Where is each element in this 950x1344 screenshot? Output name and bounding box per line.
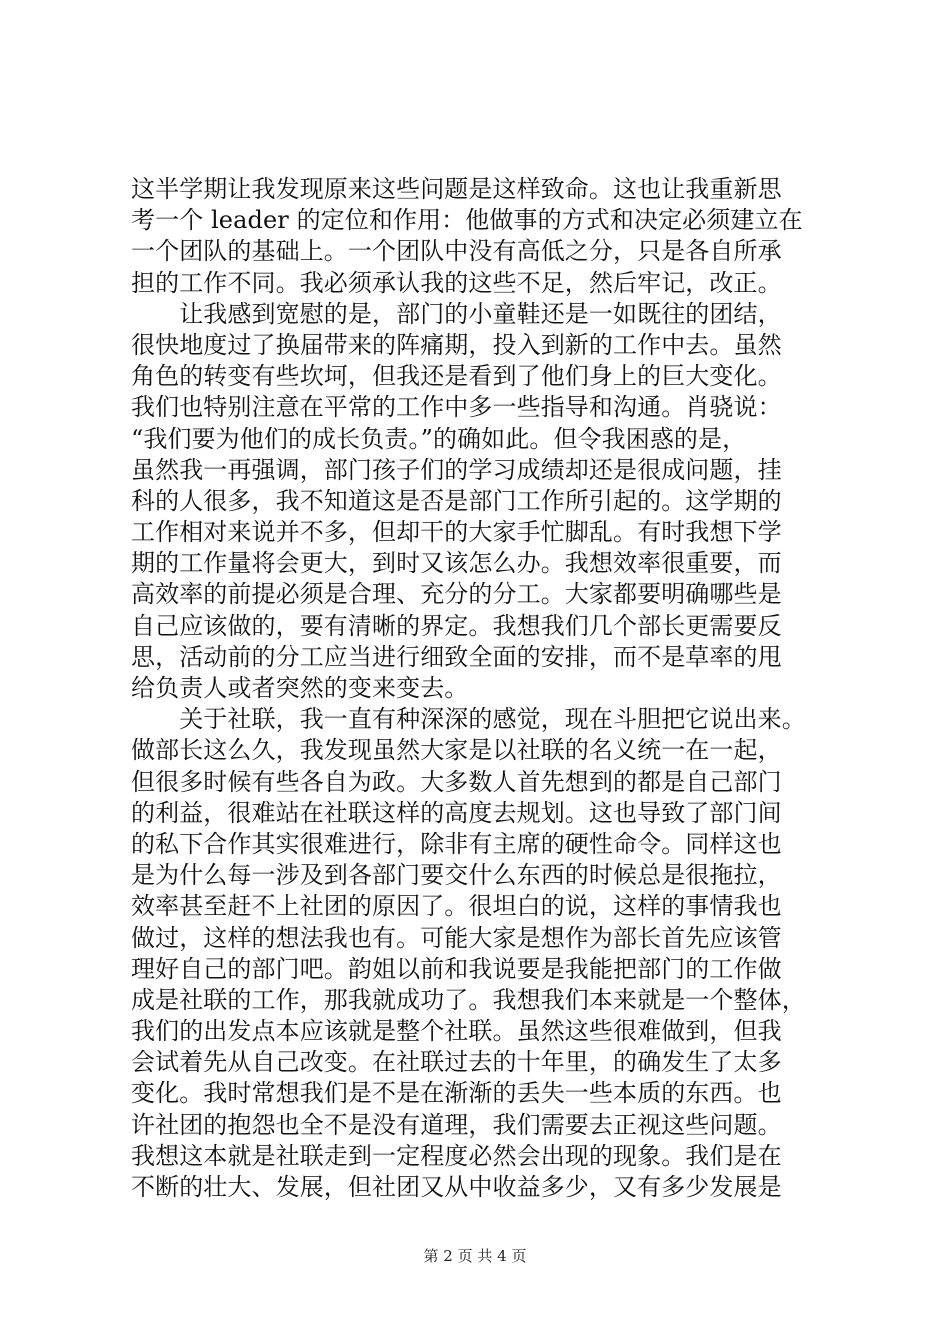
- page-footer: 第 2 页 共 4 页: [423, 1247, 527, 1265]
- text-line: 我想这本就是社联走到一定程度必然会出现的现象。我们是在: [131, 1141, 782, 1170]
- text-line: 做过，这样的想法我也有。可能大家是想作为部长首先应该管: [131, 923, 782, 952]
- body-text: [131, 174, 831, 1203]
- text-line: 自己应该做的，要有清晰的界定。我想我们几个部长更需要反: [131, 611, 782, 640]
- text-line: 担的工作不同。我必须承认我的这些不足，然后牢记，改正。: [131, 268, 782, 297]
- text-line: 工作相对来说并不多，但却干的大家手忙脚乱。有时我想下学: [131, 518, 782, 547]
- text-line: 是为什么每一涉及到各部门要交什么东西的时候总是很拖拉，: [131, 861, 782, 890]
- text-line: 给负责人或者突然的变来变去。: [131, 674, 469, 702]
- text-line: 虽然我一再强调，部门孩子们的学习成绩却还是很成问题，挂: [131, 455, 782, 484]
- text-line: 会试着先从自己改变。在社联过去的十年里，的确发生了太多: [131, 1048, 782, 1077]
- text-line: 关于社联，我一直有种深深的感觉，现在斗胆把它说出来。: [131, 705, 806, 734]
- text-line: 高效率的前提必须是合理、充分的分工。大家都要明确哪些是: [131, 580, 782, 609]
- text-line: 理好自己的部门吧。韵姐以前和我说要是我能把部门的工作做: [131, 954, 782, 983]
- text-line: 变化。我时常想我们是不是在渐渐的丢失一些本质的东西。也: [131, 1079, 782, 1108]
- text-line: 考一个 leader 的定位和作用：他做事的方式和决定必须建立在: [131, 206, 803, 235]
- text-line: 许社团的抱怨也全不是没有道理，我们需要去正视这些问题。: [131, 1110, 782, 1139]
- text-line: 让我感到宽慰的是，部门的小童鞋还是一如既往的团结，: [131, 299, 782, 328]
- text-line: 成是社联的工作，那我就成功了。我想我们本来就是一个整体，: [131, 985, 806, 1014]
- text-line: 角色的转变有些坎坷，但我还是看到了他们身上的巨大变化。: [131, 362, 782, 391]
- text-line: 思，活动前的分工应当进行细致全面的安排，而不是草率的甩: [131, 642, 782, 671]
- text-line: 一个团队的基础上。一个团队中没有高低之分，只是各自所承: [131, 237, 782, 266]
- text-line: 的私下合作其实很难进行，除非有主席的硬性命令。同样这也: [131, 829, 782, 858]
- text-line: “我们要为他们的成长负责。”的确如此。但令我困惑的是，: [131, 424, 747, 453]
- text-line: 效率甚至赶不上社团的原因了。很坦白的说，这样的事情我也: [131, 892, 782, 921]
- text-line: 这半学期让我发现原来这些问题是这样致命。这也让我重新思: [131, 175, 782, 203]
- text-line: 很快地度过了换届带来的阵痛期，投入到新的工作中去。虽然: [131, 330, 782, 359]
- text-line: 不断的壮大、发展，但社团又从中收益多少，又有多少发展是: [131, 1173, 782, 1201]
- text-line: 科的人很多，我不知道这是否是部门工作所引起的。这学期的: [131, 486, 782, 515]
- text-line: 期的工作量将会更大，到时又该怎么办。我想效率很重要，而: [131, 549, 782, 578]
- text-line: 我们的出发点本应该就是整个社联。虽然这些很难做到，但我: [131, 1017, 782, 1046]
- text-line: 我们也特别注意在平常的工作中多一些指导和沟通。肖骁说：: [131, 393, 782, 422]
- text-line: 但很多时候有些各自为政。大多数人首先想到的都是自己部门: [131, 767, 782, 796]
- text-line: 的利益，很难站在社联这样的高度去规划。这也导致了部门间: [131, 798, 782, 827]
- text-line: 做部长这么久，我发现虽然大家是以社联的名义统一在一起，: [131, 736, 782, 765]
